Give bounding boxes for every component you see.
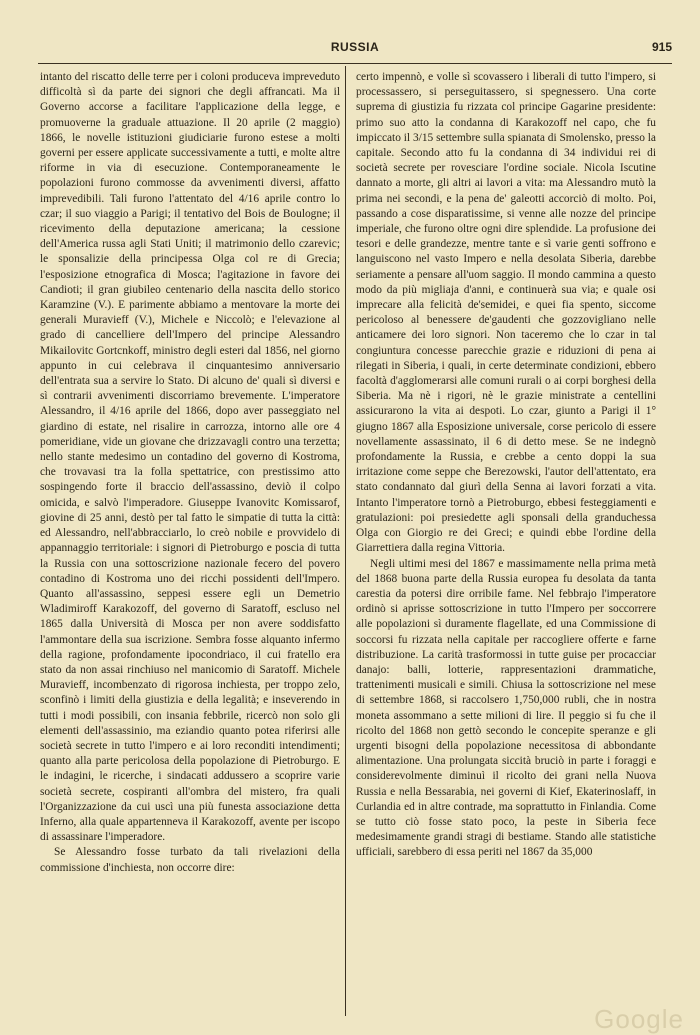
header-rule	[38, 63, 672, 64]
page-header	[38, 40, 672, 60]
column-divider	[345, 66, 346, 1016]
watermark: Google	[594, 1004, 684, 1034]
right-column	[356, 70, 656, 861]
running-title: RUSSIA	[330, 40, 380, 54]
paragraph: Se Alessandro fosse turbato da tali rivelazioni della commissione d'inchiesta, non occorre dire:	[40, 846, 340, 874]
page-number: 915	[651, 40, 672, 54]
paragraph: Negli ultimi mesi del 1867 e massimamente nella prima metà del 1868 buona parte della Russia europea fu desolata da tanta carestia da potersi dire orribile fame. Nel febbrajo l'imperatore ordinò si aprisse sottoscrizione in tutto l'Impero per soccorrere alle popolazioni sì duramente flagellate, ed una Commissione di soccorsi fu rizzata nella capitale per raccogliere offerte e farne distribuzione. La carità trasformossi in tutte guise per procacciar danajo: balli, lotterie, rappresentazioni drammatiche, trattenimenti musicali e simili. Chiusa la sottoscrizione nel mese di settembre 1868, si raccolsero 1,750,000 rubli, che in nostra moneta assommano a sette milioni di lire. Il peggio si fu che il ricolto del 1868 non gettò secondo le concepite speranze e gli urgenti bisogni della popolazione necessitosa di abbondante alimentazione. Una prolungata siccità bruciò in parte i foraggi e considerevolmente diminuì il ricolto dei grani nella Nuova Russia e nella Bessarabia, nei governi di Kief, Ekaterinoslaff, in Curlandia ed in altre contrade, ma soprattutto in Finlandia. Come se tutto ciò fosse stato poco, la peste in Siberia fece medesimamente grandi stragi di bestiame. Stando alle statistiche ufficiali, sarebbero di essa periti nel 1867 da 35,000	[356, 557, 656, 859]
left-column	[40, 70, 340, 876]
paragraph: intanto del riscatto delle terre per i coloni produceva impreveduto difficoltà sì da parte dei signori che degli affrancati. Ma il Governo accorse a facilitare l'applicazione della legge, e promuoverne la graduale attuazione. Il 20 aprile (2 maggio) 1866, le novelle istituzioni giudiciarie furono estese a molti governi per essere applicate successivamente a tutti, e molte altre riforme in via di esecuzione. Contemporaneamente le popolazioni furono commosse da avvenimenti diversi, affatto imprevedibili. Tali furono l'attentato del 4/16 aprile contro lo czar; il suo viaggio a Parigi; il tentativo del Bois de Boulogne; il ricevimento della deputazione americana; la cessione dell'America russa agli Stati Uniti; il matrimonio dello czarevic; le sponsalizie della principessa Olga col re di Grecia; l'esposizione etnografica di Mosca; l'agitazione in favore dei Candioti; il gran giubileo centenario della nascita dello storico Karamzine (V.). E parimente abbiamo a mentovare la morte dei generali Muravieff (V.), Michele e Niccolò; e l'elevazione al grado di cancelliere dell'Impero del principe Alessandro Mikailovitc Gortcnkoff, ministro degli esteri dal 1856, nel giorno appunto in cui celebrava il cinquantesimo anniversario dell'entrata sua a servire lo Stato. Di alcuno de' quali sì diversi e sì contrarii avvenimenti discorriamo brevemente. L'imperatore Alessandro, il 4/16 aprile del 1866, dopo aver passeggiato nel giardino di estate, nel risalire in carrozza, intorno alle ore 4 pomeridiane, vide un giovane che drizzavagli contro una terzetta; nello stante medesimo un contadino del governo di Kostroma, che trovavasi tra la folla spettatrice, con prestissimo atto sospingendo forte il braccio dell'assassino, deviò il colpo omicida, e salvò l'imperadore. Giuseppe Ivanovitc Komissarof, giovine di 25 anni, destò per tal fatto le simpatie di tutta la città: ed Alessandro, nell'abbracciarlo, lo creò nobile e provvidelo di appannaggio territoriale: i signori di Pietroburgo e poscia di tutta la Russia con una sottoscrizione nazionale fecero del povero contadino di Kostroma uno dei ricchi possidenti dell'Impero. Quanto all'assassino, seppesi essere egli un Demetrio Wladimiroff Karakozoff, del governo di Saratoff, escluso nel 1865 dalla Università di Mosca per non avere soddisfatto l'ammontare della sua iscrizione. Sembra fosse alquanto infermo della ragione, profondamente ipocondriaco, il cui fratello era stato da non assai rinchiuso nel manicomio di Saratoff. Michele Muravieff, incombenzato di rigorosa inchiesta, per troppo zelo, sconfinò i limiti della giustizia e della legalità; e inseverendo in tutti i modi possibili, con insania febbrile, ricercò non solo gli elementi dell'assassinio, ma eziandio quanto potea riferirsi alle società secrete in tutto l'impero e ai loro reconditi intendimenti; quanto alla parte pericolosa della popolazione di Pietroburgo. E le indagini, le ricerche, i sindacati addussero a scoprire varie società secrete, cospiranti all'ombra del mistero, fra quali l'Organizzazione da cui uscì una più funesta associazione detta Inferno, alla quale appartenneva il Karakozoff, avente per iscopo di assassinare l'imperadore.	[40, 71, 340, 844]
paragraph: certo impennò, e volle sì scovassero i liberali di tutto l'impero, si processassero, si perseguitassero, si spegnessero. Una corte suprema di giustizia fu rizzata col principe Gagarine presidente: primo suo atto la condanna di Karakozoff nel capo, che fu impiccato il 3/15 settembre sulla spianata di Smolensko, presso la capitale. Secondo atto fu la condanna di 34 individui rei di società secrete per rovesciare l'ordine sociale. Nicola Iscutine dannato a morte, gli altri ai lavori a vita: ma Alessandro mutò la prima nei secondi, e la pena de' galeotti accorciò di molto. Poi, passando a cose disparatissime, si venne alle nozze del principe imperiale, che furono oltre ogni dire splendide. La profusione dei tesori e delle grandezze, mentre tante e sì varie genti soffrono e languiscono nel vasto Impero e nella desolata Siberia, darebbe seriamente a pensare all'uom saggio. Il mondo cammina a questo modo da più migliaja d'anni, e continuerà sua via; e quale osi imprecare alla felicità de'semidei, e quei fia spento, siccome pericoloso al benessere de'gaudenti che gozzovigliano nelle anticamere dei loro signori. Non taceremo che lo czar in tal congiuntura concesse parecchie grazie e riduzioni di pena ai rilegati in Siberia, i quali, in certe determinate condizioni, ebbero facoltà d'agglomerarsi alle comuni rurali o ai corpi borghesi della Siberia. Ma nè i rigori, nè le grazie ministrate a centellini assicurarono la vita ai despoti. Lo czar, giunto a Parigi il 1° giugno 1867 alla Esposizione universale, corse pericolo di essere novellamente assassinato, il 6 di detto mese. Se ne indegnò profondamente la Russia, e crebbe a cento doppi la sua irritazione come seppe che Berezowski, l'autor dell'attentato, era stato condannato dal giurì della Senna ai lavori forzati a vita. Intanto l'imperatore tornò a Pietroburgo, ebbesi festeggiamenti e gratulazioni: poi presiedette agli sponsali della granduchessa Olga con Giorgio re dei Greci; e quindi ebbe l'ordine della Giarrettiera dalla regina Vittoria.	[356, 71, 656, 555]
